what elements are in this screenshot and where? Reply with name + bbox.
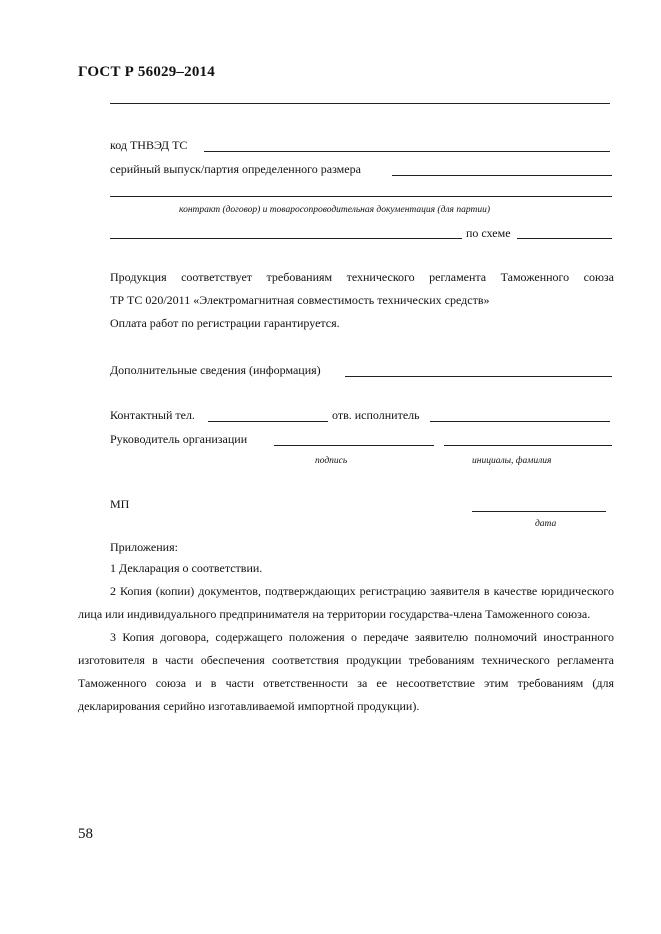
scheme-label: по схеме [466,226,511,240]
date-caption: дата [535,519,557,529]
appendix-item: 3 Копия договора, содержащего положения о передаче заявителю полномочий иностранного изготовителя в части обеспечения соответствия продукции требованиям технического регламента Таможенного союза и в части ответственности за ее несоответствие этим требованиям (для декларирования серийно изготавливаемой импортной продукции). [78,630,614,713]
blank-line-top [110,103,610,104]
head-of-organization-label: Руководитель организации [110,432,248,446]
name-line [444,445,612,446]
executor-label: отв. исполнитель [332,408,420,422]
conformity-line-2: ТР ТС 020/2011 «Электромагнитная совместимость технических средств» [110,293,490,307]
document-header-title: ГОСТ Р 56029–2014 [78,64,215,80]
appendix-item: 2 Копия (копии) документов, подтверждающих регистрацию заявителя в качестве юридического лица или индивидуального предпринимателя на территории государства-члена Таможенного союза. [78,584,614,621]
appendices-title: Приложения: [110,540,178,554]
scheme-line-left [110,238,462,239]
phone-line [208,421,328,422]
page-number: 58 [78,826,93,842]
conformity-line-3: Оплата работ по регистрации гарантируется. [110,316,340,330]
conformity-line-1: Продукция соответствует требованиям технического регламента Таможенного союза [110,270,614,284]
contract-line [110,196,612,197]
tnved-line [204,151,610,152]
serial-line [392,175,612,176]
additional-info-line [345,376,612,377]
signature-line [274,445,434,446]
appendices-list [78,557,614,718]
serial-label: серийный выпуск/партия определенного размера [110,162,361,176]
tnved-label: код ТНВЭД ТС [110,138,188,152]
phone-label: Контактный тел. [110,408,195,422]
executor-line [430,421,610,422]
date-line [472,511,606,512]
name-caption: инициалы, фамилия [472,456,552,466]
additional-info-label: Дополнительные сведения (информация) [110,363,321,377]
contract-caption: контракт (договор) и товаросопроводительная документация (для партии) [179,205,490,215]
stamp-label: МП [110,497,130,511]
signature-caption: подпись [315,456,348,466]
scheme-line-right [517,238,612,239]
appendix-item: 1 Декларация о соответствии. [110,561,263,575]
conformity-statement [110,266,614,335]
